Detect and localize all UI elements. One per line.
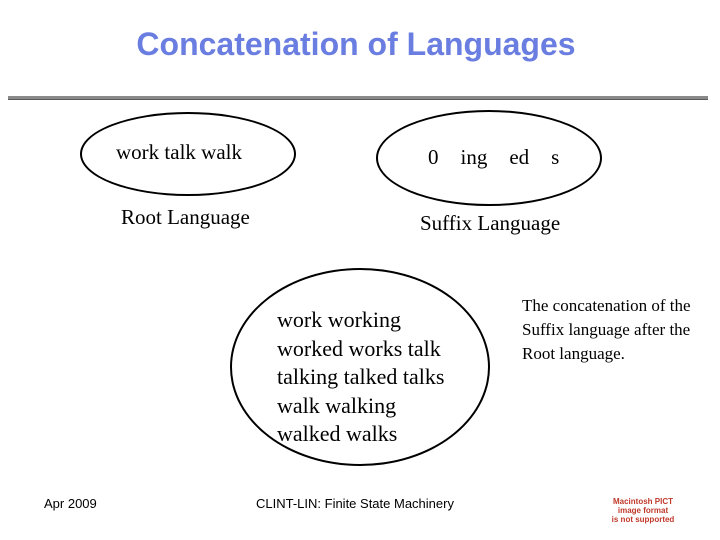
result-line: walk walking: [277, 392, 397, 418]
title-divider: [8, 96, 708, 100]
result-line: worked works talk: [277, 335, 441, 361]
result-line: work working: [277, 307, 402, 332]
unsupported-image-placeholder: [590, 497, 696, 524]
placeholder-line: is not supported: [611, 515, 675, 524]
placeholder-line: image format: [617, 506, 669, 515]
suffix-item: ed: [509, 145, 530, 169]
suffix-item: ing: [460, 145, 488, 169]
concatenation-note: The concatenation of the Suffix language after the Root language.: [522, 296, 691, 363]
footer-title: CLINT-LIN: Finite State Machinery: [256, 496, 454, 511]
result-line: walked walks: [277, 421, 398, 447]
root-language-label: Root Language: [121, 205, 250, 229]
placeholder-line: Macintosh PICT: [612, 497, 673, 506]
concatenation-result-words: [277, 306, 444, 449]
root-language-words: work talk walk: [116, 140, 242, 164]
suffix-item: s: [551, 145, 560, 169]
slide-title: Concatenation of Languages: [136, 26, 576, 62]
suffix-item: 0: [428, 145, 439, 169]
result-line: talking talked talks: [277, 364, 445, 390]
suffix-language-items: [428, 145, 559, 170]
footer-date: Apr 2009: [44, 496, 97, 511]
suffix-language-label: Suffix Language: [420, 211, 561, 235]
